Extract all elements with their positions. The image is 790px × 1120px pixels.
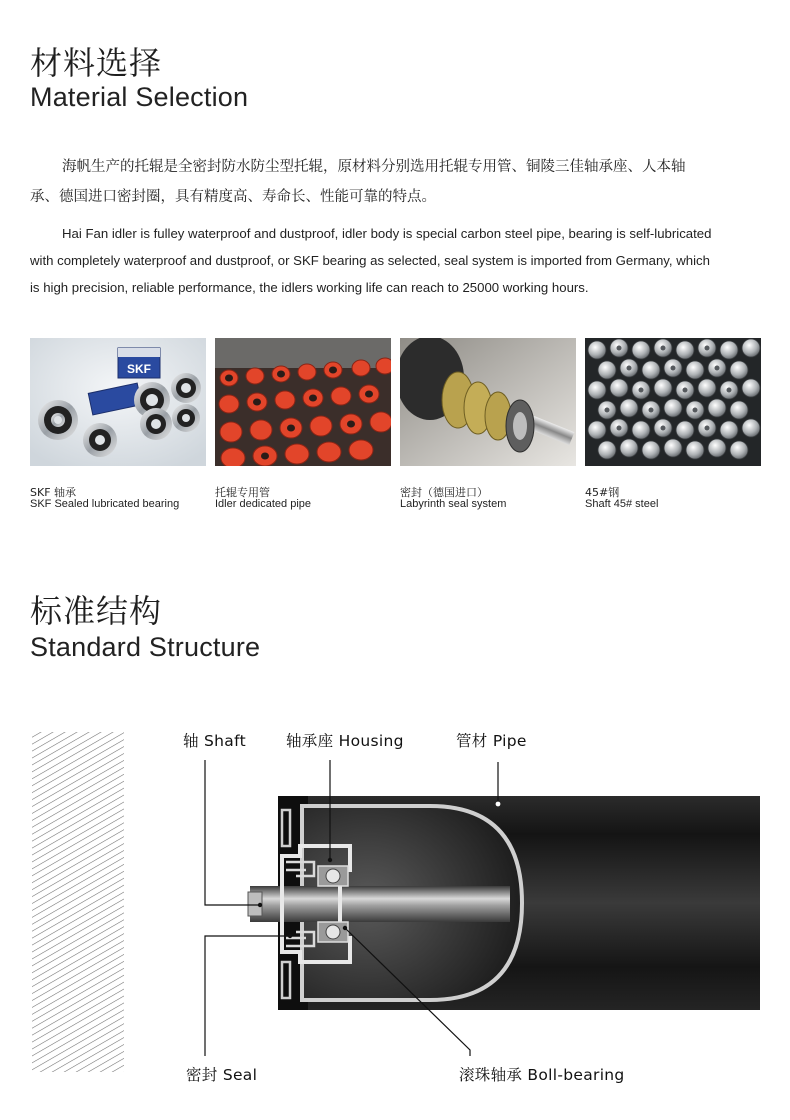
frame-hatch (32, 732, 124, 1072)
label-shaft: 轴 Shaft (183, 732, 246, 750)
caption-en-1: SKF Sealed lubricated bearing (30, 498, 180, 510)
paragraph-en-line-3: is high precision, reliable performance, the idlers working life can reach to 25000 working hours. (30, 280, 589, 295)
caption-en-3: Labyrinth seal system (400, 498, 507, 510)
caption-en-2: Idler dedicated pipe (215, 498, 312, 510)
label-housing: 轴承座 Housing (286, 732, 404, 750)
standard-structure-diagram (0, 700, 790, 1100)
skf-box-logo: SKF (127, 362, 151, 376)
shaft (250, 886, 510, 922)
photo-shaft-steel (585, 338, 761, 466)
photo-skf-bearing (30, 338, 206, 466)
section-title-cn-2: 标准结构 (30, 592, 163, 630)
caption-cn-1: SKF 轴承 (30, 486, 77, 499)
paragraph-en-line-2: with completely waterproof and dustproof, or SKF bearing as selected, seal system is imported from Germany, which (30, 253, 710, 268)
paragraph-cn-line-2: 承、德国进口密封圈，具有精度高、寿命长、性能可靠的特点。 (30, 189, 436, 205)
photo-idler-pipe (215, 338, 391, 466)
caption-en-4: Shaft 45# steel (585, 498, 659, 510)
label-ball-bearing: 滚珠轴承 Boll-bearing (459, 1066, 625, 1084)
section-title-en: Material Selection (30, 82, 249, 112)
photo-labyrinth-seal (400, 338, 576, 466)
caption-cn-4: 45#钢 (585, 486, 620, 499)
label-pipe: 管材 Pipe (456, 732, 527, 750)
caption-cn-2: 托辊专用管 (215, 486, 270, 499)
caption-cn-3: 密封（德国进口） (400, 486, 488, 499)
paragraph-en-line-1: Hai Fan idler is fulley waterproof and dustproof, idler body is special carbon steel pipe, bearing is self-lubricated (62, 226, 712, 241)
label-seal: 密封 Seal (186, 1066, 258, 1084)
section-title-cn: 材料选择 (30, 44, 163, 82)
leader-seal (205, 936, 290, 1056)
section-title-en-2: Standard Structure (30, 632, 261, 662)
leader-shaft (205, 760, 260, 905)
paragraph-cn-line-1: 海帆生产的托辊是全密封防水防尘型托辊，原材料分别选用托辊专用管、铜陵三佳轴承座、人本轴 (62, 159, 686, 175)
